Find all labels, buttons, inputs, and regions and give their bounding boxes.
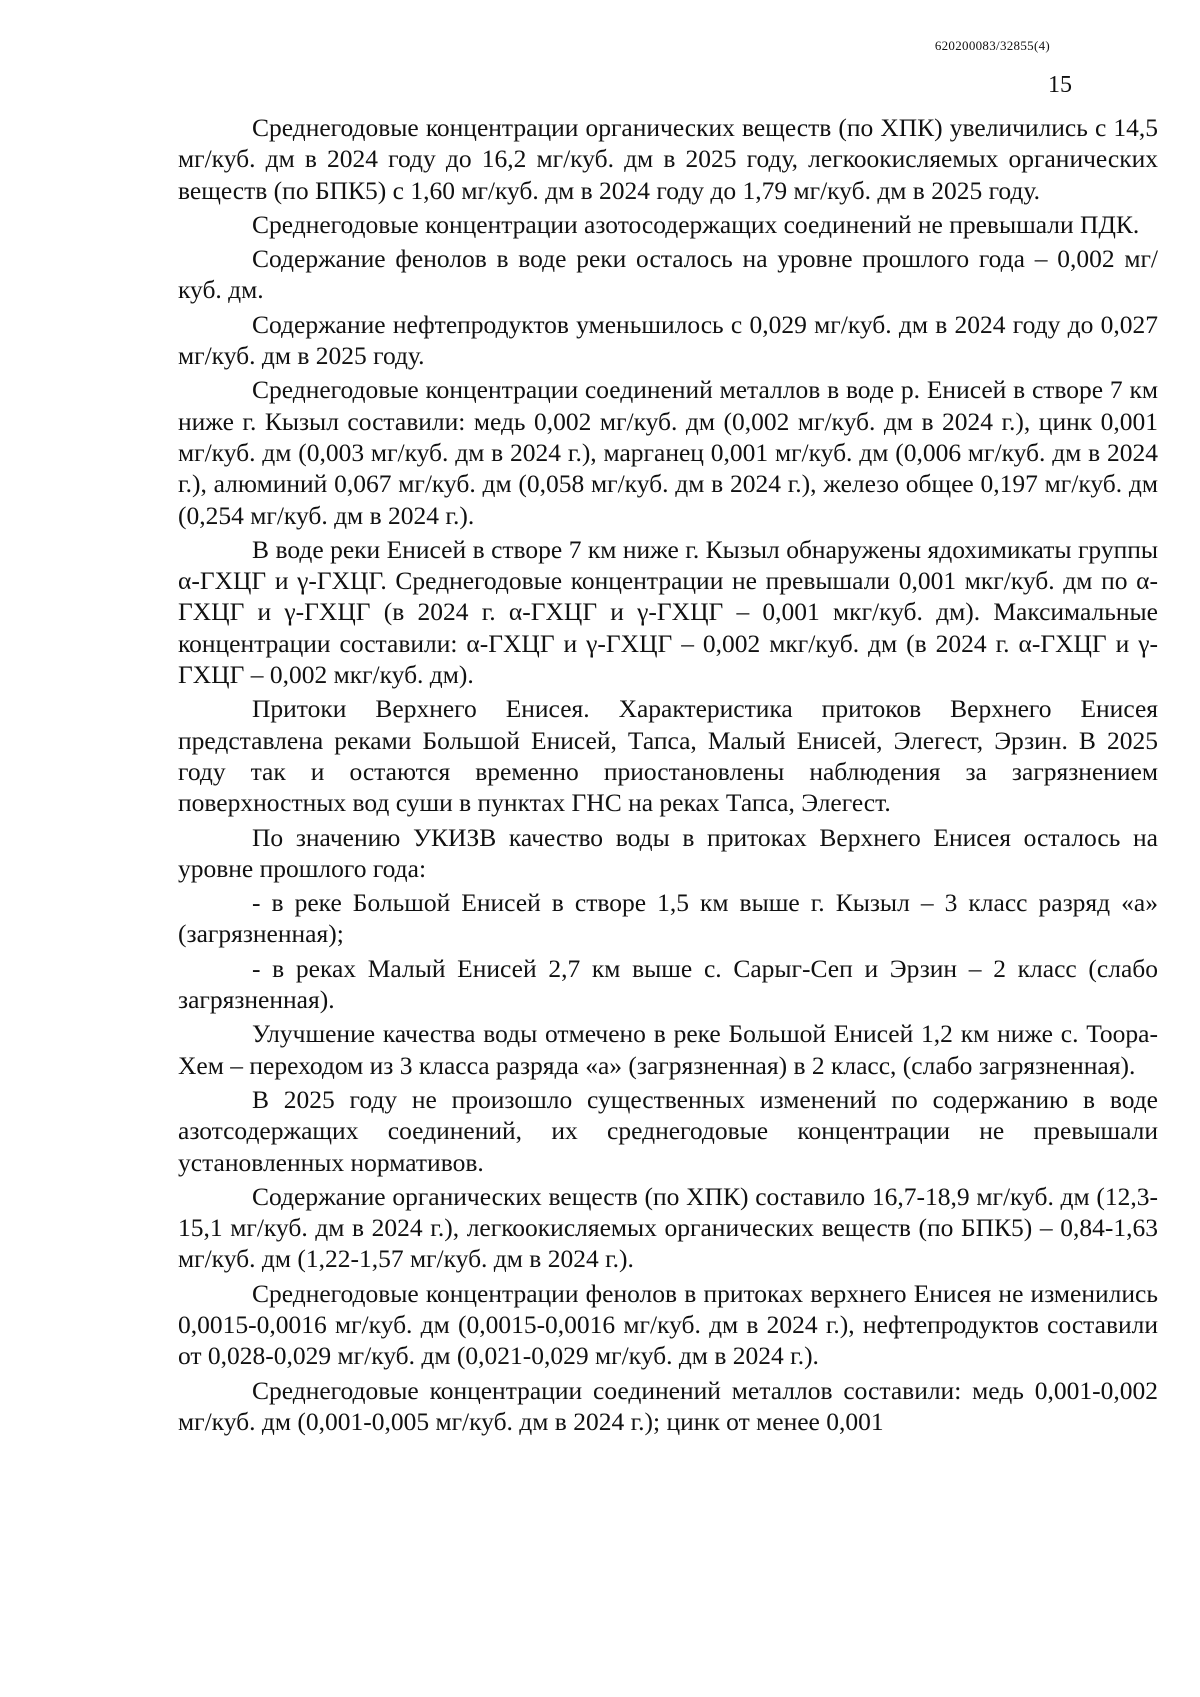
paragraph-phenols-tributaries: Среднегодовые концентрации фенолов в притоках верхнего Енисея не изменились 0,0015-0,0016 мг/куб. дм (0,0015-0,0016 мг/куб. дм в 2024 г.), нефтепродуктов составили от 0,028-0,029 мг/куб. дм (0,021-0,029 мг/куб. дм в 2024 г.). <box>178 1278 1158 1371</box>
paragraph-phenols: Содержание фенолов в воде реки осталось на уровне прошлого года – 0,002 мг/куб. дм. <box>178 244 1158 305</box>
document-body <box>178 112 1158 1437</box>
paragraph-nitrogen-compounds: Среднегодовые концентрации азотосодержащих соединений не превышали ПДК. <box>252 209 1140 239</box>
document-id: 620200083/32855(4) <box>934 38 1050 53</box>
paragraph-organic-tributaries: Содержание органических веществ (по ХПК) составило 16,7-18,9 мг/куб. дм (12,3-15,1 мг/куб. дм в 2024 г.), легкоокисляемых органических веществ (по БПК5) – 0,84-1,63 мг/куб. дм (1,22-1,57 мг/куб. дм в 2024 г.). <box>178 1181 1158 1274</box>
list-item-bolshoy-yenisei: - в реке Большой Енисей в створе 1,5 км выше г. Кызыл – 3 класс разряд «а» (загрязненная); <box>178 888 1158 949</box>
paragraph-petroleum-products: Содержание нефтепродуктов уменьшилось с 0,029 мг/куб. дм в 2024 году до 0,027 мг/куб. дм в 2025 году. <box>178 309 1158 371</box>
paragraph-nitrogen-2025: В 2025 году не произошло существенных изменений по содержанию в воде азотсодержащих соединений, их среднегодовые концентрации не превышали установленных нормативов. <box>178 1084 1158 1177</box>
paragraph-metals: Среднегодовые концентрации соединений металлов в воде р. Енисей в створе 7 км ниже г. Кызыл составили: медь 0,002 мг/куб. дм (0,002 мг/куб. дм в 2024 г.), цинк 0,001 мг/куб. дм (0,003 мг/куб. дм в 2024 г.), марганец 0,001 мг/куб. дм (0,006 мг/куб. дм в 2024 г.), алюминий 0,067 мг/куб. дм (0,058 мг/куб. дм в 2024 г.), железо общее 0,197 мг/куб. дм (0,254 мг/куб. дм в 2024 г.). <box>178 375 1158 530</box>
paragraph-pesticides: В воде реки Енисей в створе 7 км ниже г. Кызыл обнаружены ядохимикаты группы α-ГХЦГ и γ-ГХЦГ. Среднегодовые концентрации не превышали 0,001 мкг/куб. дм по α-ГХЦГ и γ-ГХЦГ (в 2024 г. α-ГХЦГ и γ-ГХЦГ – 0,001 мкг/куб. дм). Максимальные концентрации составили: α-ГХЦГ и γ-ГХЦГ – 0,002 мкг/куб. дм (в 2024 г. α-ГХЦГ и γ-ГХЦГ – 0,002 мкг/куб. дм). <box>178 534 1158 690</box>
page-number: 15 <box>1048 72 1072 98</box>
list-item-maly-yenisei: - в реках Малый Енисей 2,7 км выше с. Сарыг-Сеп и Эрзин – 2 класс (слабо загрязненная). <box>178 953 1158 1015</box>
paragraph-organic-substances: Среднегодовые концентрации органических веществ (по ХПК) увеличились с 14,5 мг/куб. дм в 2024 году до 16,2 мг/куб. дм в 2025 году, легкоокисляемых органических веществ (по БПК5) с 1,60 мг/куб. дм в 2024 году до 1,79 мг/куб. дм в 2025 году. <box>178 113 1158 205</box>
paragraph-metals-tributaries: Среднегодовые концентрации соединений металлов составили: медь 0,001-0,002 мг/куб. дм (0,001-0,005 мг/куб. дм в 2024 г.); цинк от менее 0,001 <box>178 1375 1158 1436</box>
paragraph-quality-improvement: Улучшение качества воды отмечено в реке Большой Енисей 1,2 км ниже с. Тоора-Хем – переходом из 3 класса разряда «а» (загрязненная) в 2 класс, (слабо загрязненная). <box>178 1019 1158 1080</box>
paragraph-tributaries: Притоки Верхнего Енисея. Характеристика притоков Верхнего Енисея представлена реками Большой Енисей, Тапса, Малый Енисей, Элегест, Эрзин. В 2025 году так и остаются временно приостановлены наблюдения за загрязнением поверхностных вод суши в пунктах ГНС на реках Тапса, Элегест. <box>178 694 1158 818</box>
paragraph-water-quality-index: По значению УКИЗВ качество воды в притоках Верхнего Енисея осталось на уровне прошлого года: <box>178 822 1158 883</box>
